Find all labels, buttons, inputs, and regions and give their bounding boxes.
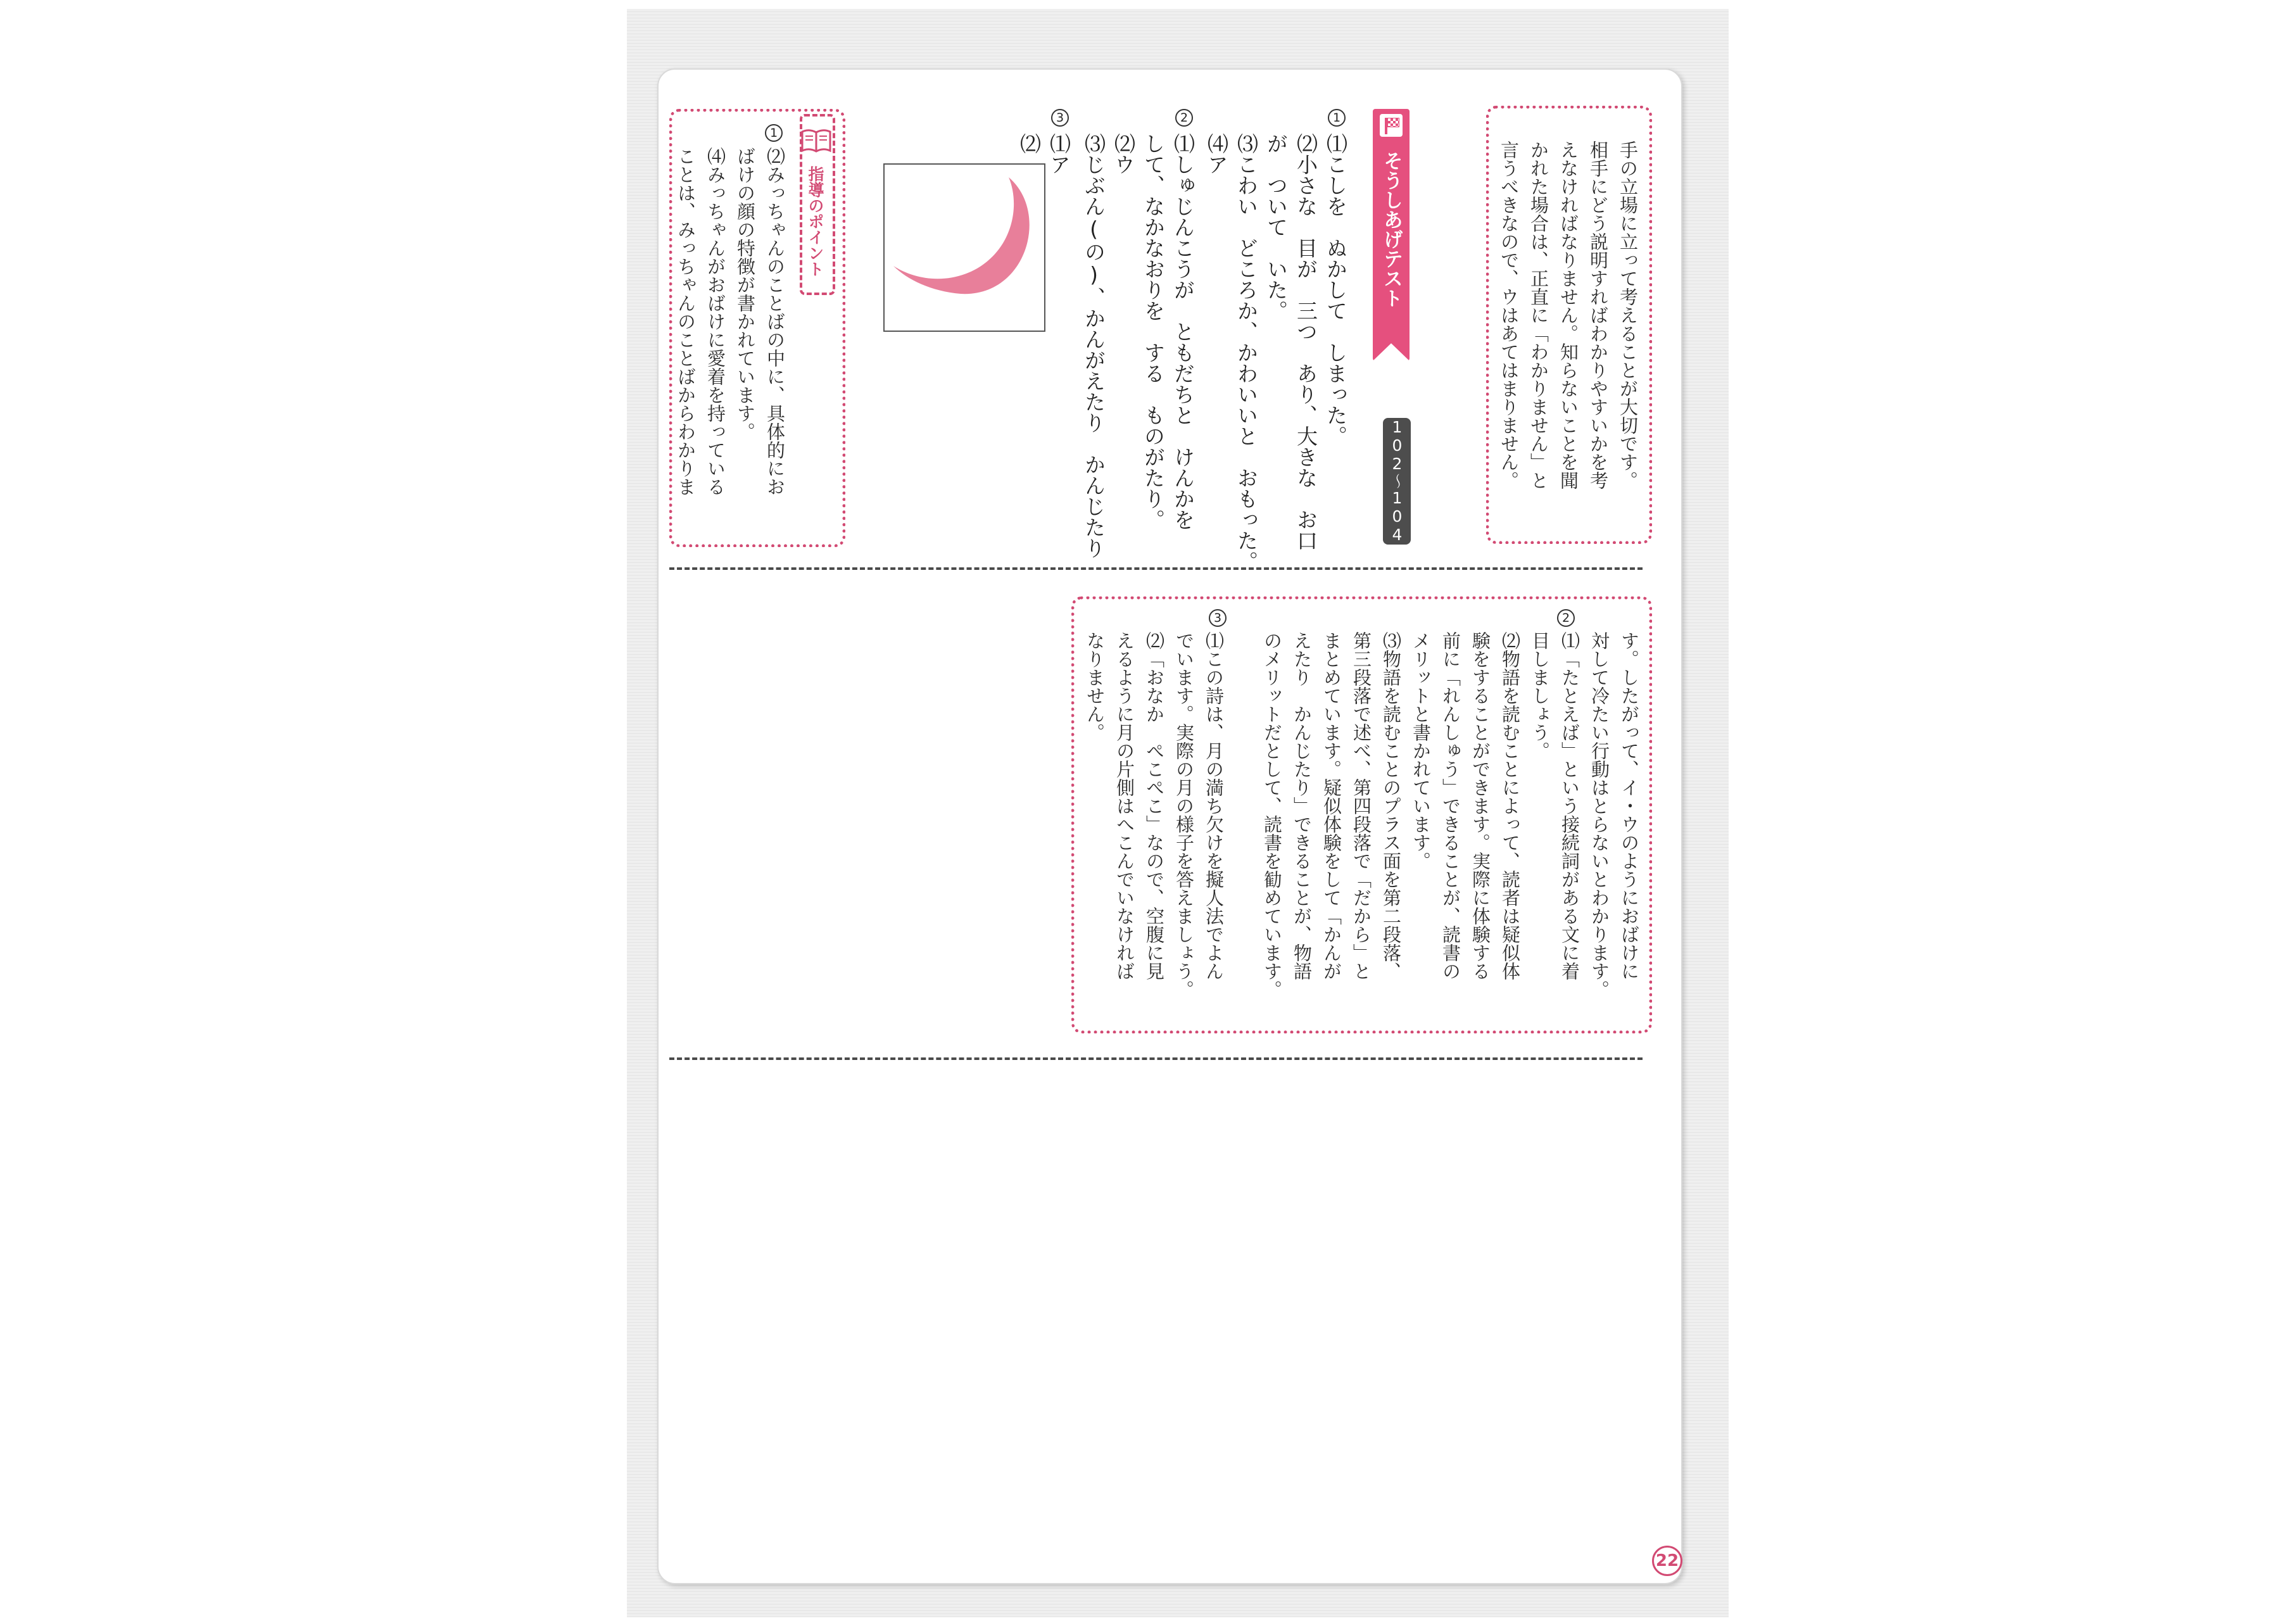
explanation-line-18: なりません。: [1084, 631, 1106, 741]
guidance-line-3: ⑷みっちゃんがおばけに愛着を持っている: [705, 147, 726, 496]
explanation-line-11: まとめています。疑似体験をして「かんが: [1321, 631, 1342, 980]
intro-note-line-5: 言うべきなので、ウはあてはまりません。: [1498, 141, 1520, 489]
checkered-flag-icon: [1380, 114, 1403, 137]
answer-3-line-1: ⑴ア: [1047, 133, 1071, 175]
explanation-line-16: ⑵「おなか ぺこぺこ」なので、空腹に見: [1144, 631, 1165, 980]
explanation-line-8: メリットと書かれています。: [1410, 631, 1432, 870]
explanation-number-2: 2: [1557, 609, 1575, 627]
answer-2-line-1: ⑴しゅじんこうが ともだちと けんかを: [1171, 133, 1195, 530]
answer-1-line-2: ⑵小さな 目が 三つ あり、大きな お口: [1294, 133, 1318, 551]
page-number: 22: [1652, 1546, 1682, 1576]
section-divider-1: [669, 567, 1643, 570]
explanation-line-6: 験をすることができます。実際に体験する: [1470, 631, 1491, 980]
question-number-2: 2: [1175, 109, 1193, 127]
answer-1-line-3: が ついて いた。: [1264, 133, 1289, 321]
explanation-line-17: えるように月の片側はへこんでいなければ: [1114, 631, 1135, 980]
explanation-line-14: ⑴この詩は、月の満ち欠けを擬人法でよん: [1203, 631, 1225, 980]
guidance-number-1: 1: [765, 124, 783, 142]
explanation-line-9: ⑶物語を読むことのプラス面を第二段落、: [1380, 631, 1402, 980]
crescent-answer-image: [883, 163, 1045, 332]
answer-2-line-3: ⑵ウ: [1111, 133, 1136, 175]
explanation-line-7: 前に「れんしゅう」できることが、読書の: [1440, 631, 1461, 980]
guidance-line-1: ⑵みっちゃんのことばの中に、具体的にお: [764, 147, 786, 496]
explanation-number-3: 3: [1209, 609, 1227, 627]
test-title: そうしあげテスト: [1380, 151, 1403, 308]
answer-1-line-1: ⑴こしを ぬかして しまった。: [1323, 133, 1348, 446]
explanation-line-10: 第三段落で述べ、第四段落で「だから」と: [1351, 631, 1372, 980]
explanation-line-13: のメリットだとして、読書を勧めています。: [1261, 631, 1283, 999]
intro-note-line-4: かれた場合は、正直に「わかりません」と: [1528, 141, 1549, 489]
answer-1-line-4: ⑶こわい どころか、かわいいと おもった。: [1234, 133, 1259, 572]
explanation-line-15: でいます。実際の月の様子を答えましょう。: [1173, 631, 1195, 999]
explanation-line-1: す。したがって、イ・ウのようにおばけに: [1618, 631, 1640, 980]
explanation-line-3: ⑴「たとえば」という接続詞がある文に着: [1559, 631, 1580, 980]
explanation-line-2: 対して冷たい行動はとらないとわかります。: [1589, 631, 1610, 999]
guidance-point-title: 指導のポイント: [806, 166, 824, 277]
question-number-3: 3: [1051, 109, 1069, 127]
explanation-line-4: 目しましょう。: [1529, 631, 1551, 760]
explanation-line-12: えたり かんじたり」できることが、物語: [1291, 631, 1313, 980]
crescent-moon-icon: [885, 165, 1044, 331]
answer-2-line-4: ⑶じぶん(の)、かんがえたり かんじたり: [1082, 133, 1106, 558]
intro-note-line-1: 手の立場に立って考えることが大切です。: [1617, 141, 1639, 489]
question-number-1: 1: [1328, 109, 1346, 127]
intro-note-line-3: えなければなりません。知らないことを聞: [1558, 141, 1579, 489]
intro-note-line-2: 相手にどう説明すればわかりやすいかを考: [1587, 141, 1609, 489]
page-reference-badge: 102〜104ページ: [1383, 418, 1411, 545]
guidance-line-4: ことは、みっちゃんのことばからわかりま: [675, 147, 697, 496]
answer-1-line-5: ⑷ア: [1204, 133, 1229, 175]
answer-2-line-2: して、なかなおりを する ものがたり。: [1141, 133, 1166, 530]
answer-3-line-2: ⑵: [1017, 133, 1042, 154]
guidance-line-2: ばけの顔の特徴が書かれています。: [735, 147, 756, 441]
explanation-line-5: ⑵物語を読むことによって、読者は疑似体: [1499, 631, 1521, 980]
open-book-icon: [800, 127, 833, 155]
section-divider-2: [669, 1057, 1643, 1060]
